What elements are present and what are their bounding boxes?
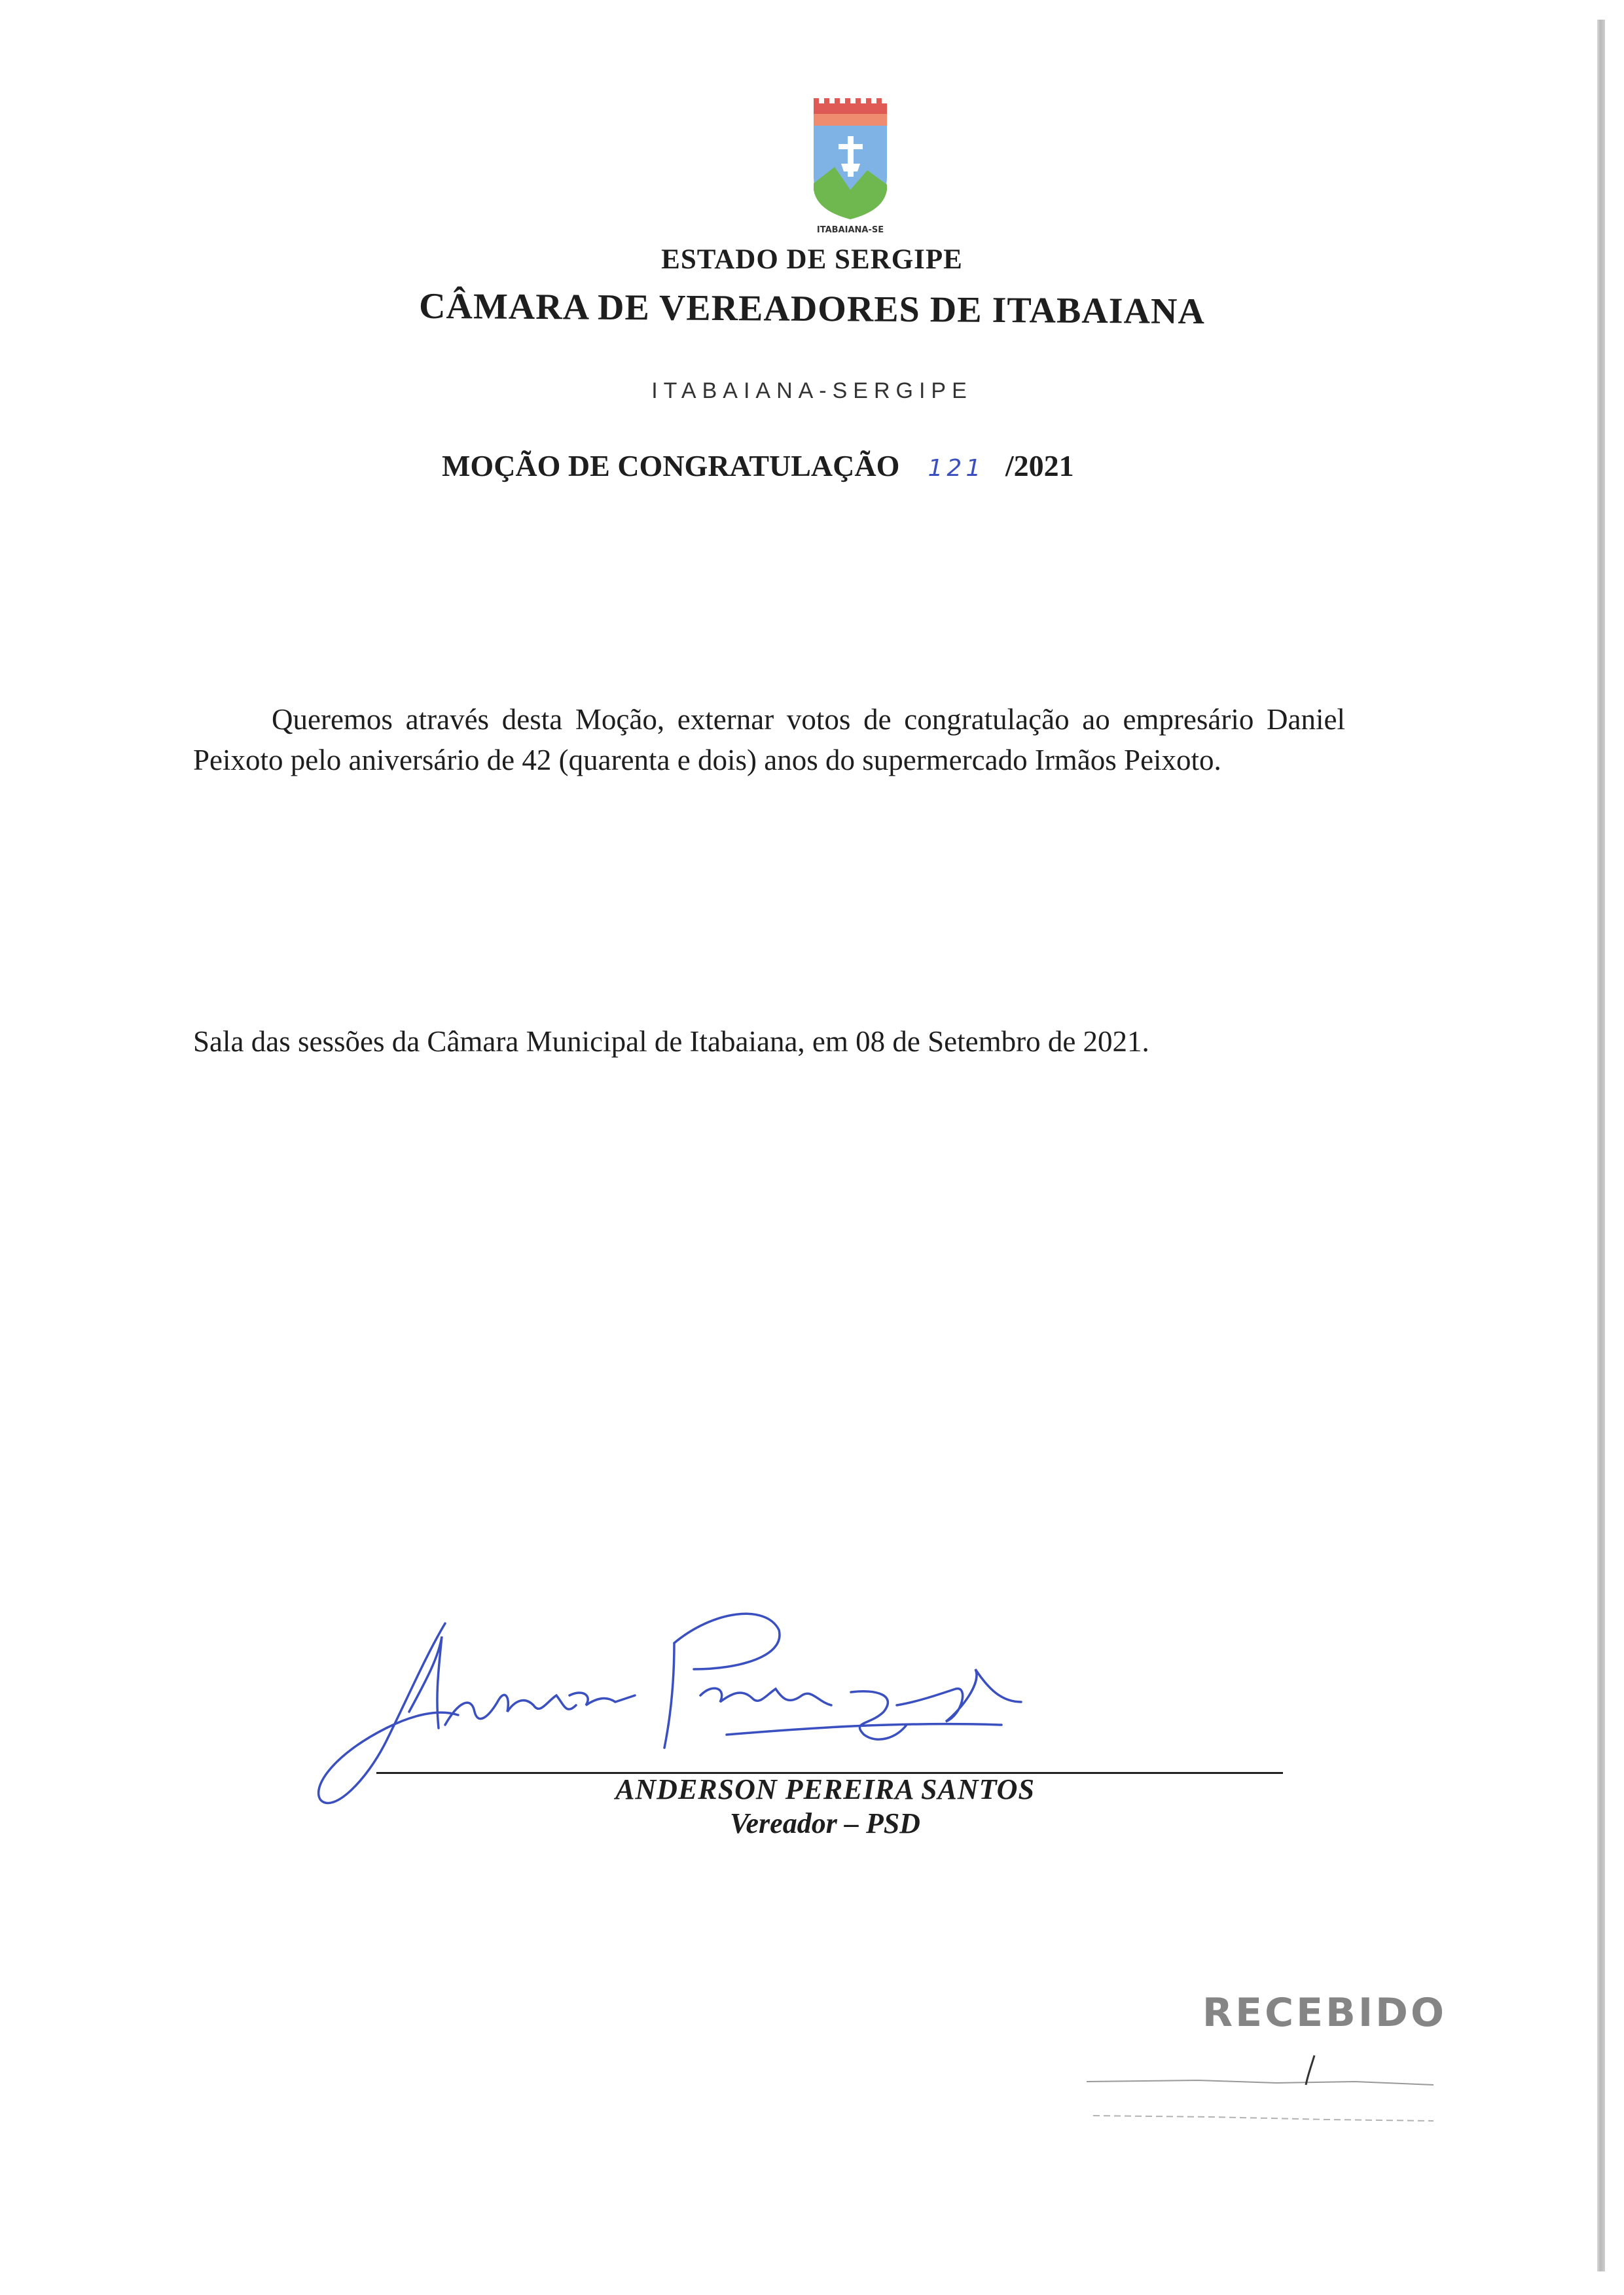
page-edge-shadow (1597, 20, 1605, 2271)
motion-title (442, 448, 1074, 483)
motion-title-text: MOÇÃO DE CONGRATULAÇÃO (442, 449, 900, 482)
signer-name: ANDERSON PEREIRA SANTOS (615, 1773, 1035, 1805)
state-heading: ESTADO DE SERGIPE (661, 244, 963, 275)
motion-paragraph: Queremos através desta Moção, externar votos de congratulação ao empresário Daniel Peixoto pelo aniversário de 42 (quarenta e dois) anos do supermercado Irmãos Peixoto. (193, 703, 1345, 776)
closing-line: Sala das sessões da Câmara Municipal de Itabaiana, em 08 de Setembro de 2021. (193, 1025, 1149, 1058)
signer-role: Vereador – PSD (730, 1807, 920, 1839)
city-subheading: ITABAIANA-SERGIPE (651, 378, 973, 403)
handwritten-motion-number: 121 (928, 455, 985, 482)
svg-text:ITABAIANA-SE: ITABAIANA-SE (816, 225, 884, 235)
city-crest-emblem (802, 98, 899, 236)
chamber-heading: CÂMARA DE VEREADORES DE ITABAIANA (418, 285, 1206, 333)
stamp-text: RECEBIDO (1202, 1990, 1447, 2036)
motion-year: /2021 (1005, 449, 1074, 482)
